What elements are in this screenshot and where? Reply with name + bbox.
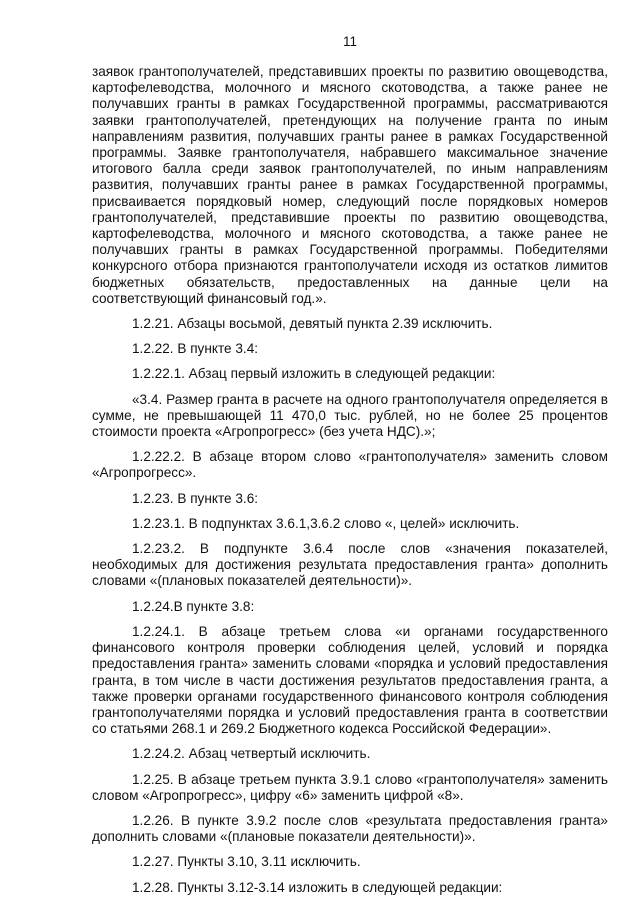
paragraph: 1.2.28. Пункты 3.12-3.14 изложить в следующей редакции: [132, 879, 503, 895]
paragraph: 1.2.25. В абзаце третьем пункта 3.9.1 слово «грантополучателя» заменить словом «Агропрогресс», цифру «6» заменить цифрой «8». [92, 771, 608, 803]
paragraph: 1.2.27. Пункты 3.10, 3.11 исключить. [132, 854, 361, 870]
paragraph: 1.2.22.1. Абзац первый изложить в следующей редакции: [132, 366, 496, 382]
paragraph: 1.2.21. Абзацы восьмой, девятый пункта 2.39 исключить. [132, 316, 493, 332]
paragraph: 1.2.24.1. В абзаце третьем слова «и органами государственного финансового контроля проверки соблюдения целей, условий и порядка предоставления гранта» заменить словами «порядка и условий предоставления гранта, в том числе в части достижения результатов предоставления гранта, а также проверки органами государственного финансового контроля соблюдения грантополучателями порядка и условий предоставления гранта в соответствии со статьями 268.1 и 269.2 Бюджетного кодекса Российской Федерации». [92, 623, 608, 737]
paragraph: заявок грантополучателей, представивших проекты по развитию овощеводства, картофелеводства, молочного и мясного скотоводства, а также ранее не получавших гранты в рамках Государственной программы, рассматриваются заявки грантополучателей, претендующих на получение гранта по иным направлениям развития, получавших гранты ранее в рамках Государственной программы. Заявке грантополучателя, набравшего максимальное значение итогового балла среди заявок грантополучателей, по иным направлениям развития, получавших гранты ранее в рамках Государственной программы, присваивается порядковый номер, следующий после порядковых номеров грантополучателей, представившие проекты по развитию овощеводства, картофелеводства, молочного и мясного скотоводства, а также ранее не получавших гранты в рамках Государственной программы. Победителями конкурсного отбора признаются грантополучатели исходя из остатков лимитов бюджетных обязательств, предоставленных на данные цели на соответствующий финансовый год.». [92, 64, 608, 306]
page-number: 11 [342, 34, 357, 49]
paragraph: 1.2.23. В пункте 3.6: [132, 490, 259, 506]
paragraph: 1.2.24.2. Абзац четвертый исключить. [132, 746, 371, 762]
paragraph: 1.2.22. В пункте 3.4: [132, 341, 259, 357]
paragraph: 1.2.26. В пункте 3.9.2 после слов «результата предоставления гранта» дополнить словами «(плановые показатели деятельности)». [92, 812, 608, 845]
paragraph: 1.2.23.2. В подпункте 3.6.4 после слов «значения показателей, необходимых для достижения результата предоставления гранта» дополнить словами «(плановых показателей деятельности)». [92, 541, 608, 589]
paragraph: 1.2.23.1. В подпунктах 3.6.1,3.6.2 слово «, целей» исключить. [132, 515, 520, 531]
paragraph: 1.2.22.2. В абзаце втором слово «грантополучателя» заменить словом «Агропрогресс». [92, 449, 608, 481]
paragraph: «3.4. Размер гранта в расчете на одного грантополучателя определяется в сумме, не превышающей 11 470,0 тыс. рублей, но не более 25 процентов стоимости проекта «Агропрогресс» (без учета НДС).»; [92, 391, 608, 440]
document-body [92, 64, 608, 896]
paragraph: 1.2.24.В пункте 3.8: [132, 598, 255, 614]
